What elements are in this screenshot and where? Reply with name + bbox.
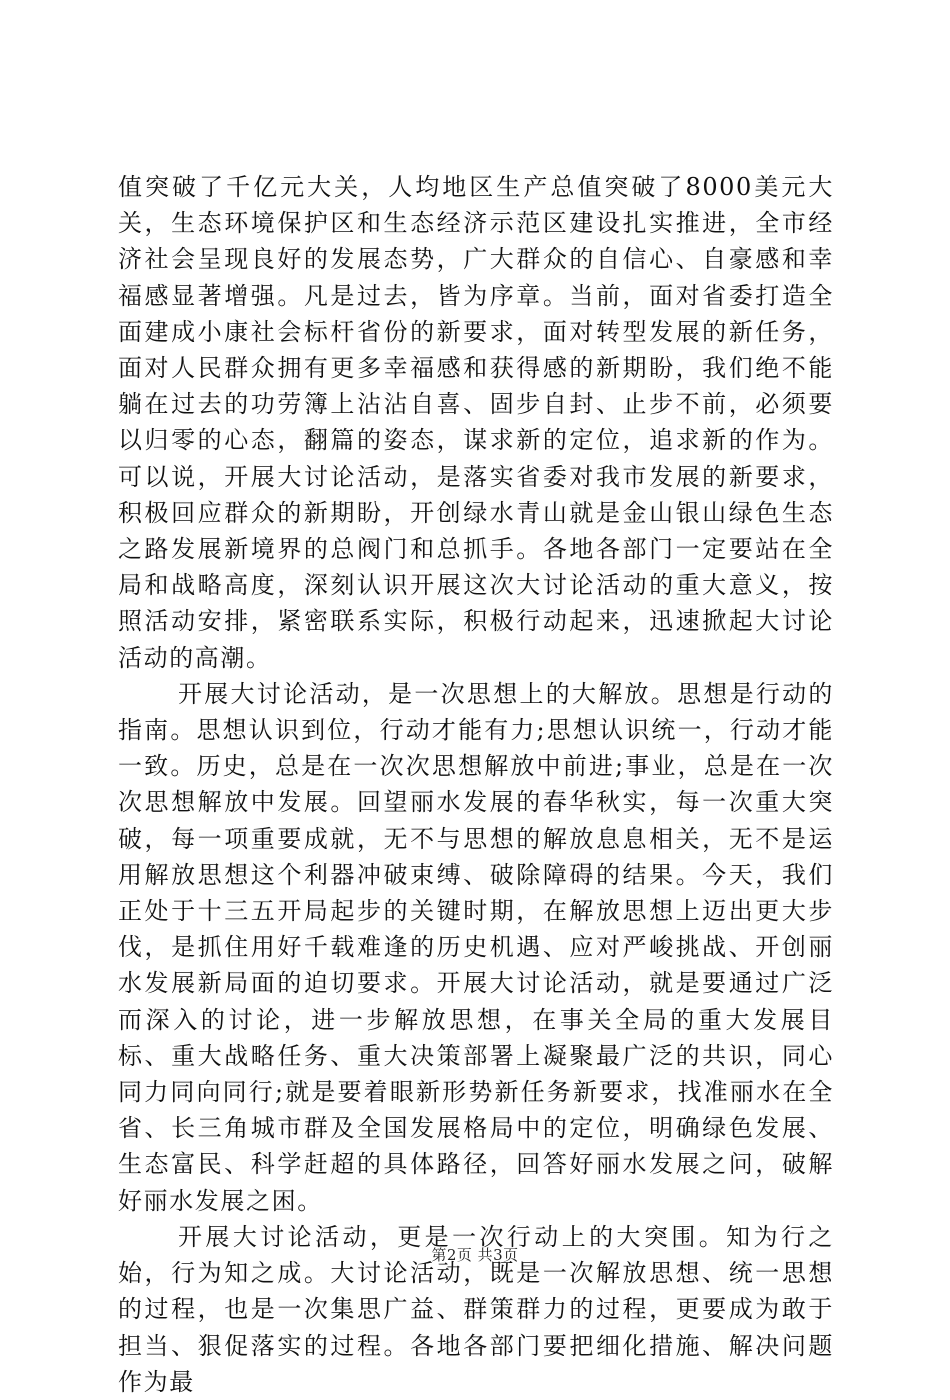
document-body — [118, 169, 834, 1400]
paragraph-1: 值突破了千亿元大关，人均地区生产总值突破了8000美元大关，生态环境保护区和生态经济示范区建设扎实推进，全市经济社会呈现良好的发展态势，广大群众的自信心、自豪感和幸福感显著增强。凡是过去，皆为序章。当前，面对省委打造全面建成小康社会标杆省份的新要求，面对转型发展的新任务，面对人民群众拥有更多幸福感和获得感的新期盼，我们绝不能躺在过去的功劳簿上沾沾自喜、固步自封、止步不前，必须要以归零的心态，翻篇的姿态，谋求新的定位，追求新的作为。可以说，开展大讨论活动，是落实省委对我市发展的新要求，积极回应群众的新期盼，开创绿水青山就是金山银山绿色生态之路发展新境界的总阀门和总抓手。各地各部门一定要站在全局和战略高度，深刻认识开展这次大讨论活动的重大意义，按照活动安排，紧密联系实际，积极行动起来，迅速掀起大讨论活动的高潮。 — [118, 173, 834, 672]
paragraph-2: 开展大讨论活动，是一次思想上的大解放。思想是行动的指南。思想认识到位，行动才能有力;思想认识统一，行动才能一致。历史，总是在一次次思想解放中前进;事业，总是在一次次思想解放中发展。回望丽水发展的春华秋实，每一次重大突破，每一项重要成就，无不与思想的解放息息相关，无不是运用解放思想这个利器冲破束缚、破除障碍的结果。今天，我们正处于十三五开局起步的关键时期，在解放思想上迈出更大步伐，是抓住用好千载难逢的历史机遇、应对严峻挑战、开创丽水发展新局面的迫切要求。开展大讨论活动，就是要通过广泛而深入的讨论，进一步解放思想，在事关全局的重大发展目标、重大战略任务、重大决策部署上凝聚最广泛的共识，同心同力同向同行;就是要着眼新形势新任务新要求，找准丽水在全省、长三角城市群及全国发展格局中的定位，明确绿色发展、生态富民、科学赶超的具体路径，回答好丽水发展之问，破解好丽水发展之困。 — [118, 679, 834, 1215]
page-footer: 第2页 共3页 — [431, 1246, 519, 1264]
paragraph-3: 开展大讨论活动，更是一次行动上的大突围。知为行之始，行为知之成。大讨论活动，既是一次解放思想、统一思想的过程，也是一次集思广益、群策群力的过程，更要成为敢于担当、狠促落实的过程。各地各部门要把细化措施、解决问题作为最 — [118, 1222, 834, 1396]
